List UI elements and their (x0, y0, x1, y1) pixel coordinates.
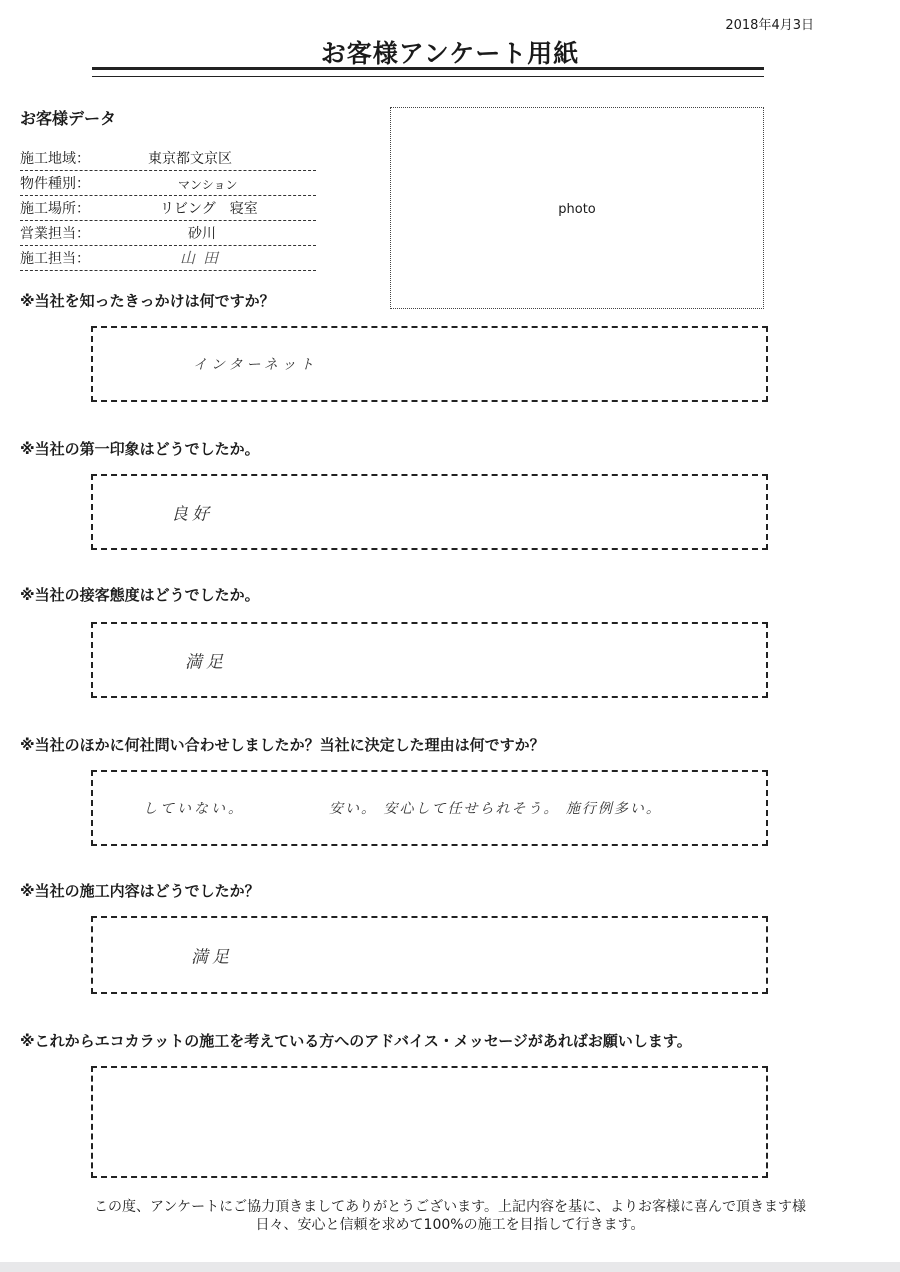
question-5: ※当社の施工内容はどうでしたか？ (20, 882, 260, 900)
answer-box-2 (91, 474, 768, 550)
answer-box-6 (91, 1066, 768, 1178)
scan-bottom-edge (0, 1262, 900, 1272)
footer-message-line2: 日々、安心と信頼を求めて100%の施工を目指して行きます。 (255, 1217, 645, 1233)
field-row-installer (20, 246, 316, 271)
question-4: ※当社のほかに何社問い合わせしましたか？当社に決定した理由は何ですか？ (20, 736, 545, 754)
field-value-area: 東京都文京区 (148, 151, 232, 167)
question-6: ※これからエコカラットの施工を考えている方へのアドバイス・メッセージがあればお願いします。 (20, 1032, 692, 1050)
page-title: お客様アンケート用紙 (320, 39, 580, 68)
field-label-sales-rep: 営業担当： (20, 226, 90, 242)
answer-1: インターネット (193, 357, 318, 373)
answer-4-part1: していない。 (143, 801, 245, 817)
field-value-installer: 山田 (180, 249, 227, 267)
field-label-area: 施工地域： (20, 151, 90, 167)
question-3: ※当社の接客態度はどうでしたか。 (20, 586, 260, 604)
field-label-installer: 施工担当： (20, 251, 90, 267)
field-row-area (20, 146, 316, 171)
question-1: ※当社を知ったきっかけは何ですか？ (20, 292, 275, 310)
title-underline (92, 67, 764, 77)
field-row-sales-rep (20, 221, 316, 246)
field-row-property-type (20, 171, 316, 196)
answer-5: 満足 (191, 947, 233, 968)
answer-box-5 (91, 916, 768, 994)
field-value-sales-rep: 砂川 (188, 226, 216, 242)
photo-label: photo (558, 202, 596, 217)
field-value-location: リビング 寝室 (160, 201, 258, 217)
footer-message-line1: この度、アンケートにご協力頂きましてありがとうございます。上記内容を基に、よりお客様に喜んで頂きます様 (93, 1199, 807, 1215)
field-label-location: 施工場所： (20, 201, 90, 217)
answer-2: 良好 (171, 504, 213, 525)
question-2: ※当社の第一印象はどうでしたか。 (20, 440, 260, 458)
answer-box-1 (91, 326, 768, 402)
survey-date: 2018年4月3日 (725, 18, 814, 33)
answer-4-part2: 安い。 安心して任せられそう。 施行例多い。 (329, 801, 662, 817)
field-value-property-type: マンション (178, 178, 238, 192)
customer-data-heading: お客様データ (20, 109, 117, 128)
field-label-property-type: 物件種別： (20, 176, 90, 192)
answer-box-4 (91, 770, 768, 846)
field-row-location (20, 196, 316, 221)
answer-3: 満足 (185, 652, 227, 673)
answer-box-3 (91, 622, 768, 698)
photo-placeholder (390, 107, 764, 309)
